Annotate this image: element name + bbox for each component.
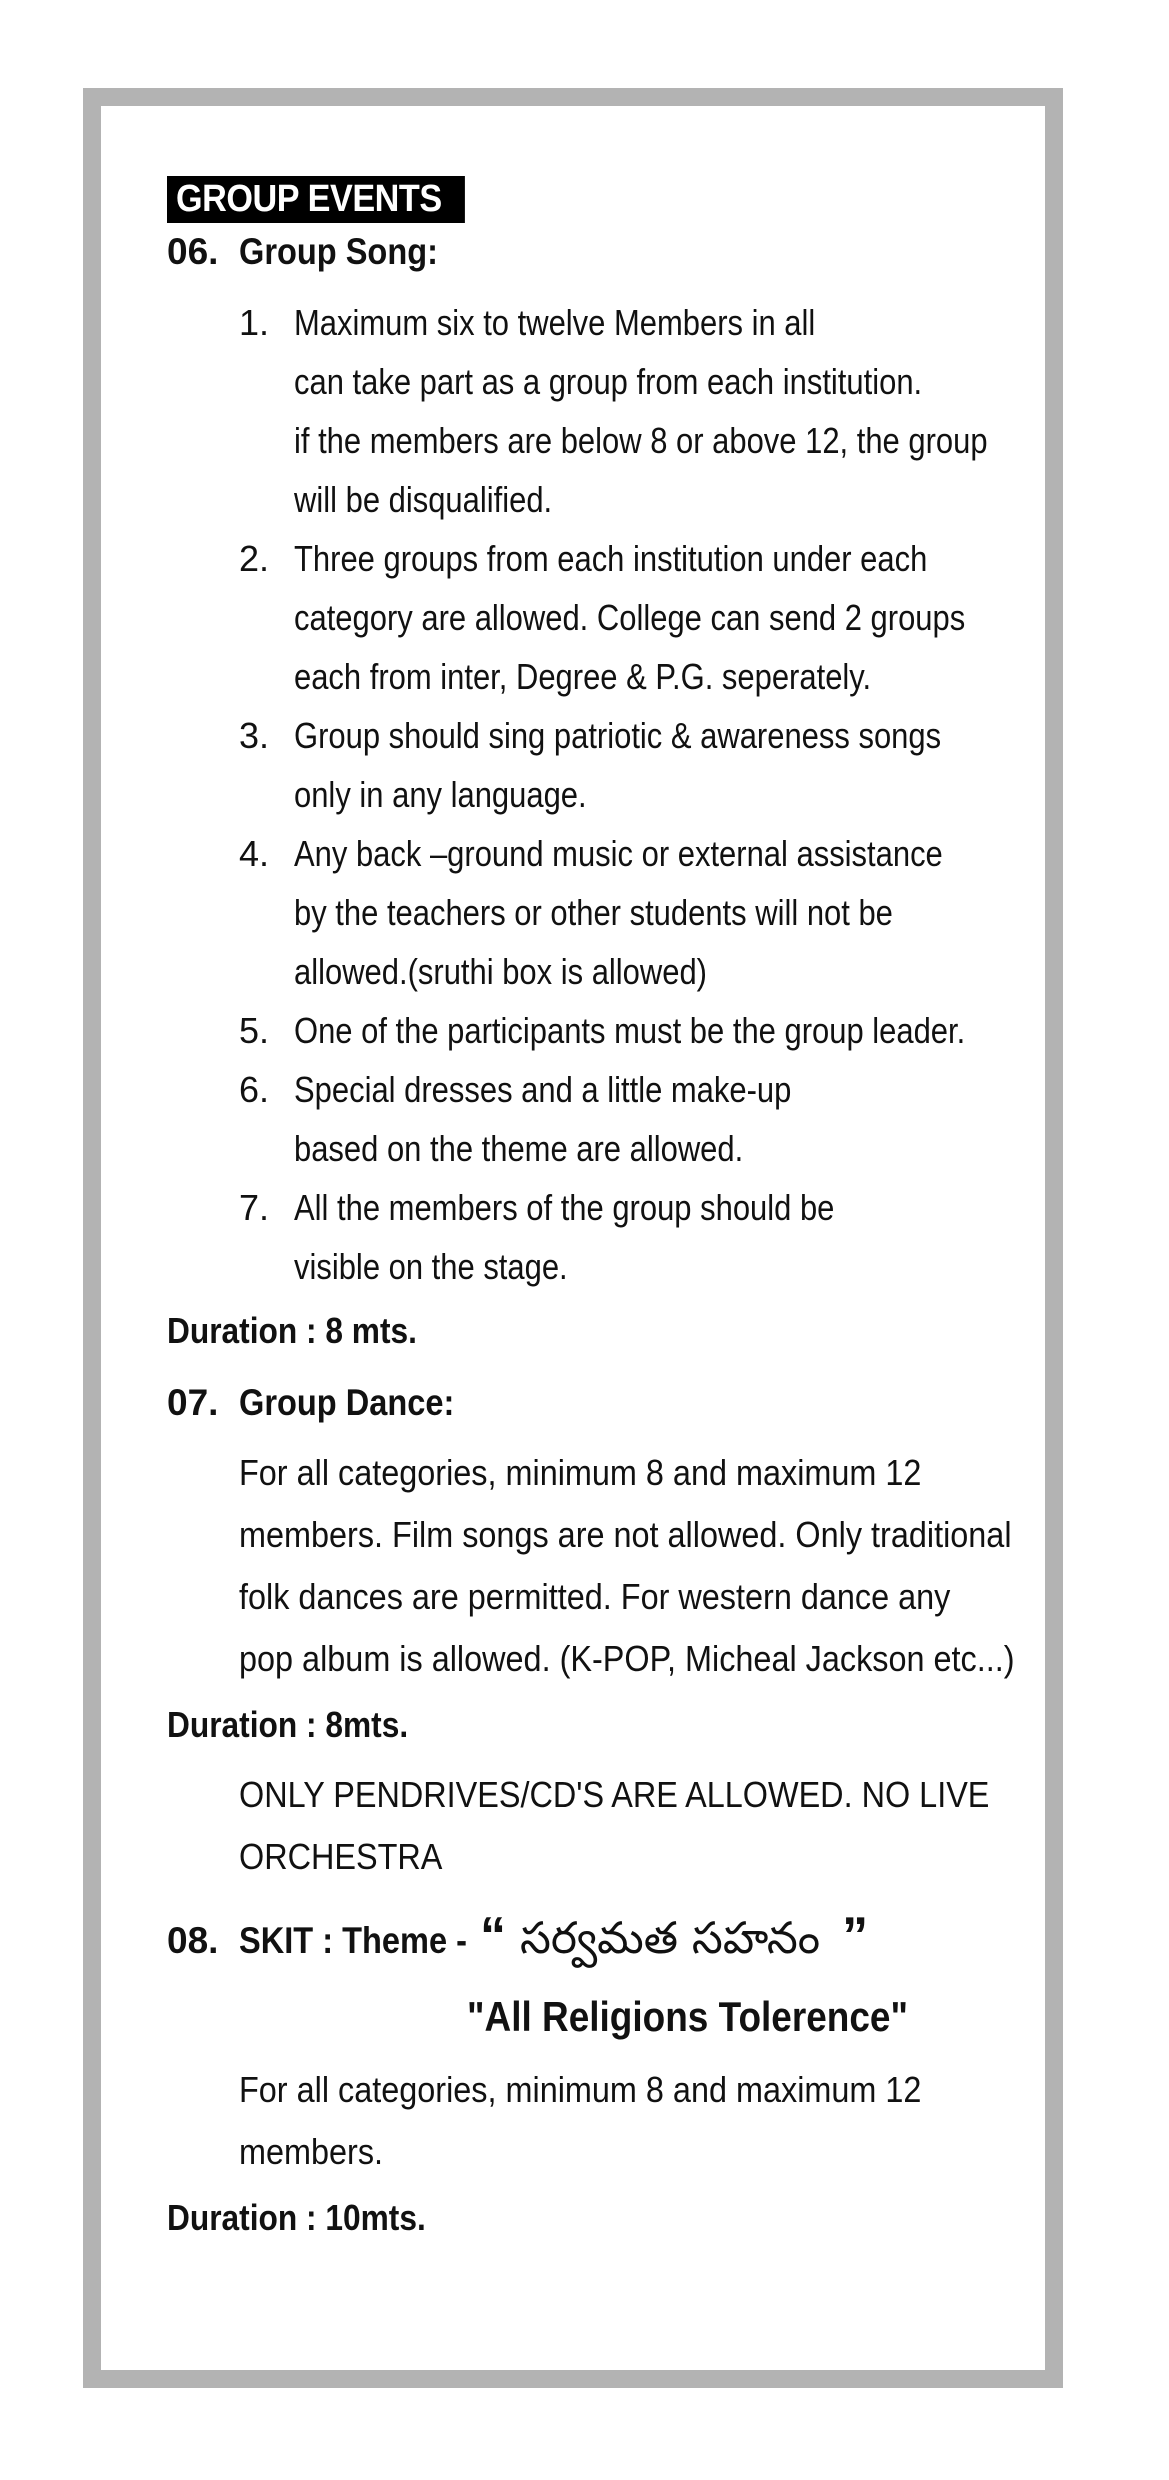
event-number: 07.	[167, 1382, 219, 1423]
rule-line: allowed.(sruthi box is allowed)	[294, 951, 707, 992]
rule-line: All the members of the group should be	[294, 1187, 835, 1228]
rule-line: by the teachers or other students will not be	[294, 892, 893, 933]
rule-text	[294, 706, 1014, 824]
rule-item	[239, 824, 1017, 1001]
rule-line: each from inter, Degree & P.G. seperately.	[294, 656, 872, 697]
rule-number: 2.	[239, 538, 270, 579]
skit-paragraph: For all categories, minimum 8 and maximum 12 members.	[239, 2069, 922, 2172]
rule-number: 4.	[239, 833, 270, 874]
rule-text	[294, 824, 1014, 1001]
open-quote: “	[480, 1907, 507, 1965]
document-content	[167, 176, 1017, 2239]
event-title: Group Song:	[239, 231, 438, 272]
rule-item	[239, 293, 1017, 529]
rule-line: Special dresses and a little make-up	[294, 1069, 792, 1110]
event-heading-group-song	[167, 231, 1017, 273]
rule-line: One of the participants must be the group leader.	[294, 1010, 966, 1051]
rule-line: Any back –ground music or external assistance	[294, 833, 943, 874]
group-dance-note: ONLY PENDRIVES/CD'S ARE ALLOWED. NO LIVE ORCHESTRA	[239, 1774, 990, 1877]
theme-telugu: సర్వమత సహనం	[520, 1913, 821, 1964]
rule-number: 1.	[239, 302, 270, 343]
rule-item	[239, 529, 1017, 706]
rule-number: 5.	[239, 1010, 270, 1051]
event-title: SKIT : Theme -	[239, 1920, 467, 1961]
rule-number: 6.	[239, 1069, 270, 1110]
close-quote: ”	[842, 1907, 869, 1965]
rule-line: if the members are below 8 or above 12, the group	[294, 420, 988, 461]
rule-item	[239, 1178, 1017, 1296]
skit-duration: Duration : 10mts.	[167, 2197, 426, 2238]
event-number: 08.	[167, 1920, 219, 1961]
rule-text	[294, 1001, 1014, 1060]
event-number: 06.	[167, 231, 219, 272]
rule-text	[294, 1178, 1014, 1296]
section-title: GROUP EVENTS	[167, 176, 465, 223]
rule-line: Group should sing patriotic & awareness songs	[294, 715, 942, 756]
rule-number: 7.	[239, 1187, 270, 1228]
rule-line: Three groups from each institution under each	[294, 538, 928, 579]
rule-number: 3.	[239, 715, 270, 756]
group-dance-duration: Duration : 8mts.	[167, 1704, 409, 1745]
group-song-rules	[239, 293, 1017, 1296]
rule-text	[294, 293, 1014, 529]
group-dance-paragraph: For all categories, minimum 8 and maximum 12 members. Film songs are not allowed. Only traditional folk dances are permitted. For western dance any pop album is allowed. (K-POP, Micheal Jackson etc...)	[239, 1452, 1015, 1679]
rule-line: only in any language.	[294, 774, 587, 815]
rule-line: based on the theme are allowed.	[294, 1128, 744, 1169]
rule-line: Maximum six to twelve Members in all	[294, 302, 816, 343]
event-heading-skit	[167, 1906, 1017, 1975]
rule-line: visible on the stage.	[294, 1246, 568, 1287]
rule-item	[239, 1001, 1017, 1060]
rule-line: can take part as a group from each institution.	[294, 361, 923, 402]
rule-item	[239, 1060, 1017, 1178]
rule-text	[294, 1060, 1014, 1178]
group-song-duration: Duration : 8 mts.	[167, 1310, 417, 1351]
event-heading-group-dance	[167, 1382, 1017, 1424]
rule-line: category are allowed. College can send 2 groups	[294, 597, 966, 638]
rule-text	[294, 529, 1014, 706]
rule-item	[239, 706, 1017, 824]
rule-line: will be disqualified.	[294, 479, 553, 520]
theme-english: "All Religions Tolerence"	[467, 1993, 909, 2040]
event-title: Group Dance:	[239, 1382, 455, 1423]
page-frame	[83, 88, 1063, 2388]
